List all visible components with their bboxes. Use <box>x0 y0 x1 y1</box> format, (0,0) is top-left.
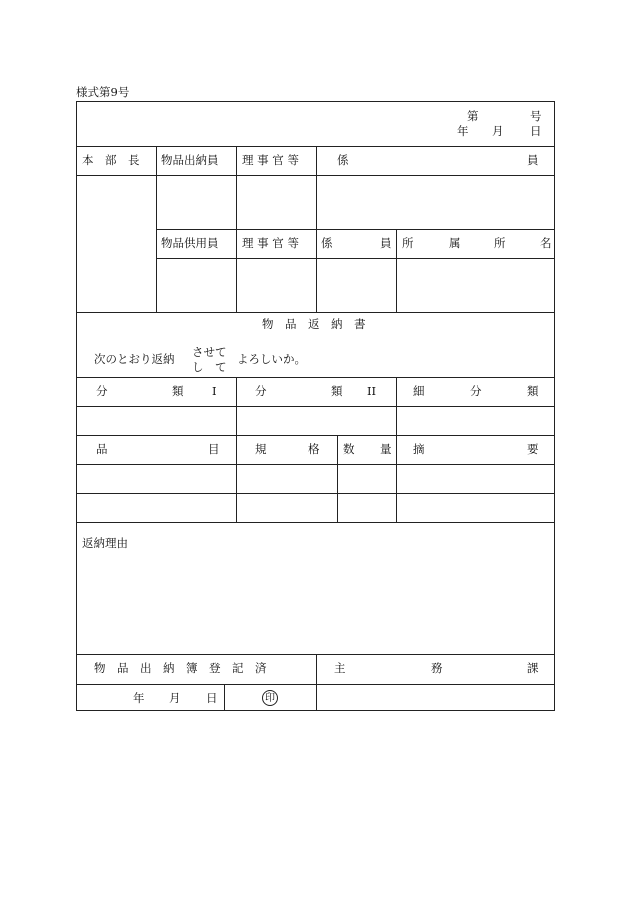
rule <box>236 377 237 435</box>
label-teki: 摘 <box>413 442 425 456</box>
label-sai: 細 <box>413 384 425 398</box>
footer-tsuki: 月 <box>169 691 181 705</box>
label-shu: 主 <box>334 661 346 675</box>
label-su: 数 <box>343 442 355 456</box>
header-go: 号 <box>530 109 542 123</box>
rule <box>76 377 555 378</box>
label-buppin-suinoin: 物品出納員 <box>161 153 219 167</box>
label-ki: 規 <box>255 442 267 456</box>
seal-mark-icon: 印 <box>262 690 278 706</box>
rule <box>156 229 555 230</box>
label-kakari-1: 係 <box>337 153 349 167</box>
label-reason: 返納理由 <box>82 536 128 550</box>
label-rijikan-2: 理 事 官 等 <box>242 236 299 250</box>
label-zoku: 属 <box>449 236 461 250</box>
header-tsuki: 月 <box>492 124 504 138</box>
label-bunrui1-rui: 類 <box>172 384 184 398</box>
rule <box>76 312 555 313</box>
label-buppin-kyoyoin: 物品供用員 <box>161 236 219 250</box>
rule <box>76 406 555 407</box>
statement-suffix: よろしいか。 <box>237 352 306 366</box>
label-honbucho: 本 部 長 <box>82 153 140 167</box>
rule <box>316 146 317 312</box>
label-register: 物 品 出 納 簿 登 記 済 <box>94 661 267 675</box>
footer-hi: 日 <box>206 691 218 705</box>
statement-prefix: 次のとおり返納 <box>94 352 175 366</box>
rule <box>76 522 555 523</box>
form-number: 様式第9号 <box>76 85 130 99</box>
rule <box>76 464 555 465</box>
rule <box>76 435 555 436</box>
label-bunrui1-num: I <box>212 384 217 398</box>
label-yo: 要 <box>527 442 539 456</box>
label-bunrui1-bun: 分 <box>96 384 108 398</box>
header-dai: 第 <box>467 109 479 123</box>
label-bunrui2-rui: 類 <box>331 384 343 398</box>
label-sho2: 所 <box>494 236 506 250</box>
footer-nen: 年 <box>133 691 145 705</box>
rule <box>316 654 317 711</box>
rule <box>156 258 555 259</box>
label-mei: 名 <box>540 236 552 250</box>
label-rijikan-1: 理 事 官 等 <box>242 153 299 167</box>
rule <box>396 377 397 435</box>
label-bunrui2-num: II <box>367 384 377 398</box>
rule <box>224 684 225 711</box>
rule <box>337 435 338 522</box>
rule <box>396 229 397 312</box>
header-nen: 年 <box>457 124 469 138</box>
rule <box>396 435 397 522</box>
label-hin: 品 <box>96 442 108 456</box>
label-moku: 目 <box>208 442 220 456</box>
rule <box>156 146 157 312</box>
label-kakari-2: 係 <box>321 236 333 250</box>
label-in-2: 員 <box>380 236 392 250</box>
label-mu: 務 <box>431 661 443 675</box>
label-kaku: 格 <box>308 442 320 456</box>
label-sho: 所 <box>402 236 414 250</box>
label-ka: 課 <box>527 661 539 675</box>
label-sai-rui: 類 <box>527 384 539 398</box>
document-title: 物 品 返 納 書 <box>262 317 366 331</box>
label-sai-bun: 分 <box>470 384 482 398</box>
label-in-1: 員 <box>527 153 539 167</box>
statement-option-b: し て <box>192 360 227 374</box>
rule <box>76 493 555 494</box>
label-ryo: 量 <box>380 442 392 456</box>
header-hi: 日 <box>530 124 542 138</box>
statement-option-a: させて <box>192 345 227 359</box>
label-bunrui2-bun: 分 <box>255 384 267 398</box>
rule <box>236 146 237 312</box>
rule <box>236 435 237 522</box>
